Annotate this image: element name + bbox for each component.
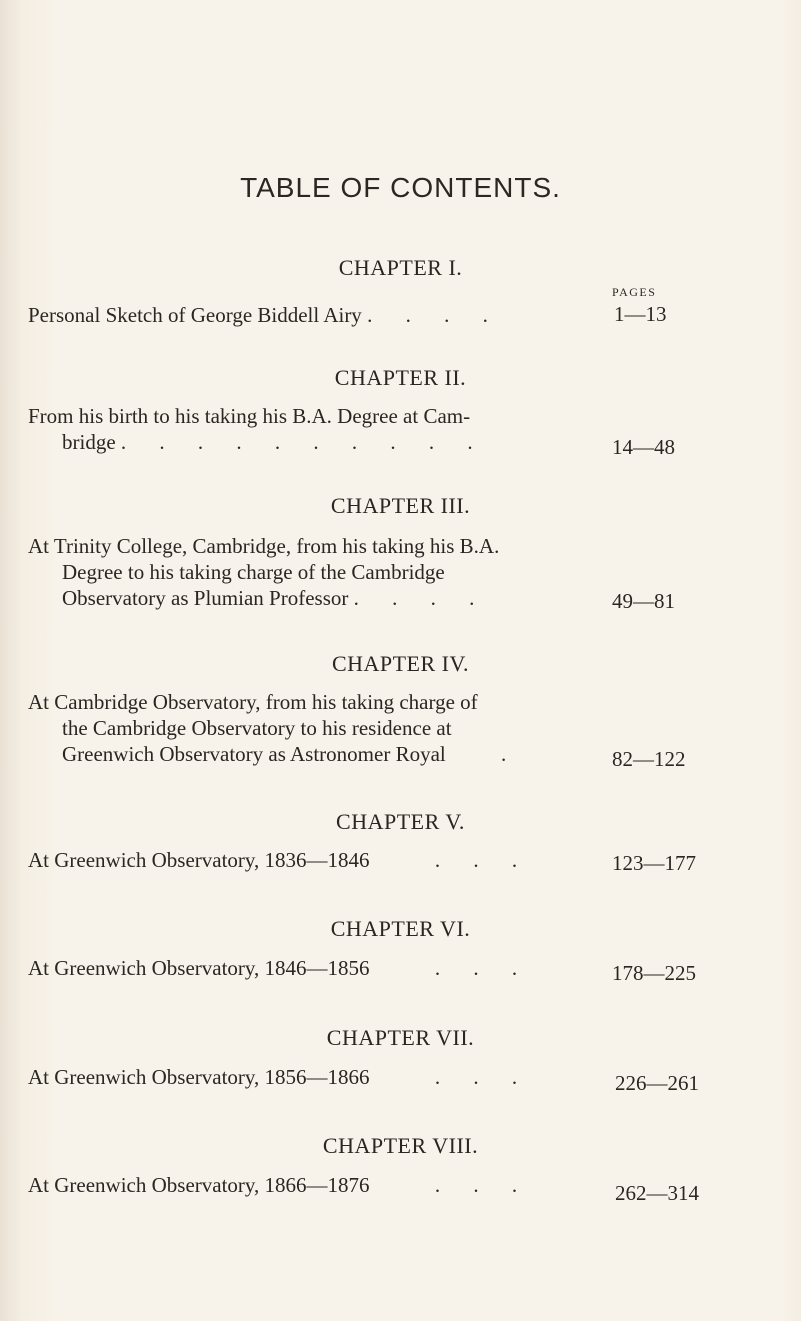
entry-line xyxy=(28,429,548,455)
page-title: TABLE OF CONTENTS. xyxy=(240,172,561,203)
chapter-entry-3 xyxy=(28,533,548,611)
entry-line xyxy=(28,1172,548,1198)
chapter-heading-4: CHAPTER IV. xyxy=(331,651,470,676)
chapter-heading-3: CHAPTER III. xyxy=(330,493,471,518)
entry-line xyxy=(28,847,548,873)
chapter-pages-6: 178—225 xyxy=(612,961,696,985)
chapter-heading-7: CHAPTER VII. xyxy=(326,1025,475,1050)
chapter-heading-8: CHAPTER VIII. xyxy=(322,1133,479,1158)
entry-text: Greenwich Observatory as Astronomer Royal xyxy=(62,742,446,766)
chapter-pages-3: 49—81 xyxy=(612,589,675,613)
leader-dots: . . . . . . . . . . xyxy=(120,430,487,454)
leader-dots: . xyxy=(500,742,521,766)
entry-line xyxy=(28,955,548,981)
chapter-entry-4 xyxy=(28,689,548,767)
entry-text: At Greenwich Observatory, 1856—1866 xyxy=(28,1065,370,1089)
chapter-entry-1 xyxy=(28,302,548,328)
entry-line xyxy=(28,302,548,328)
entry-line: From his birth to his taking his B.A. Degree at Cam- xyxy=(28,404,471,428)
chapter-entry-6 xyxy=(28,955,548,981)
chapter-pages-8: 262—314 xyxy=(615,1181,699,1205)
leader-dots: . . . . xyxy=(367,303,502,327)
entry-text: At Greenwich Observatory, 1866—1876 xyxy=(28,1173,370,1197)
chapter-pages-4: 82—122 xyxy=(612,747,686,771)
chapter-pages-1: 1—13 xyxy=(614,302,667,326)
chapter-pages-2: 14—48 xyxy=(612,435,675,459)
chapter-entry-7 xyxy=(28,1064,548,1090)
entry-line xyxy=(28,585,548,611)
chapter-entry-5 xyxy=(28,847,548,873)
leader-dots: . . . xyxy=(434,1173,532,1197)
entry-text: At Greenwich Observatory, 1846—1856 xyxy=(28,956,370,980)
entry-line xyxy=(28,741,548,767)
entry-text: Personal Sketch of George Biddell Airy xyxy=(28,303,362,327)
chapter-heading-1: CHAPTER I. xyxy=(338,255,463,280)
leader-dots: . . . . xyxy=(353,586,489,610)
leader-dots: . . . xyxy=(434,1065,532,1089)
pages-column-header: PAGES xyxy=(612,285,657,299)
entry-text: Observatory as Plumian Professor xyxy=(62,586,349,610)
entry-line: At Trinity College, Cambridge, from his taking his B.A. xyxy=(28,534,500,558)
entry-text: At Greenwich Observatory, 1836—1846 xyxy=(28,848,370,872)
chapter-pages-7: 226—261 xyxy=(615,1071,699,1095)
chapter-pages-5: 123—177 xyxy=(612,851,696,875)
chapter-entry-8 xyxy=(28,1172,548,1198)
leader-dots: . . . xyxy=(434,956,532,980)
entry-text: bridge xyxy=(62,430,116,454)
entry-line: the Cambridge Observatory to his residence at xyxy=(62,716,452,740)
chapter-heading-6: CHAPTER VI. xyxy=(330,916,471,941)
entry-line: At Cambridge Observatory, from his taking charge of xyxy=(28,690,478,714)
chapter-heading-2: CHAPTER II. xyxy=(334,365,467,390)
entry-line xyxy=(28,1064,548,1090)
chapter-heading-5: CHAPTER V. xyxy=(336,809,465,834)
entry-line: Degree to his taking charge of the Cambridge xyxy=(62,560,445,584)
chapter-entry-2 xyxy=(28,403,548,455)
leader-dots: . . . xyxy=(434,848,532,872)
